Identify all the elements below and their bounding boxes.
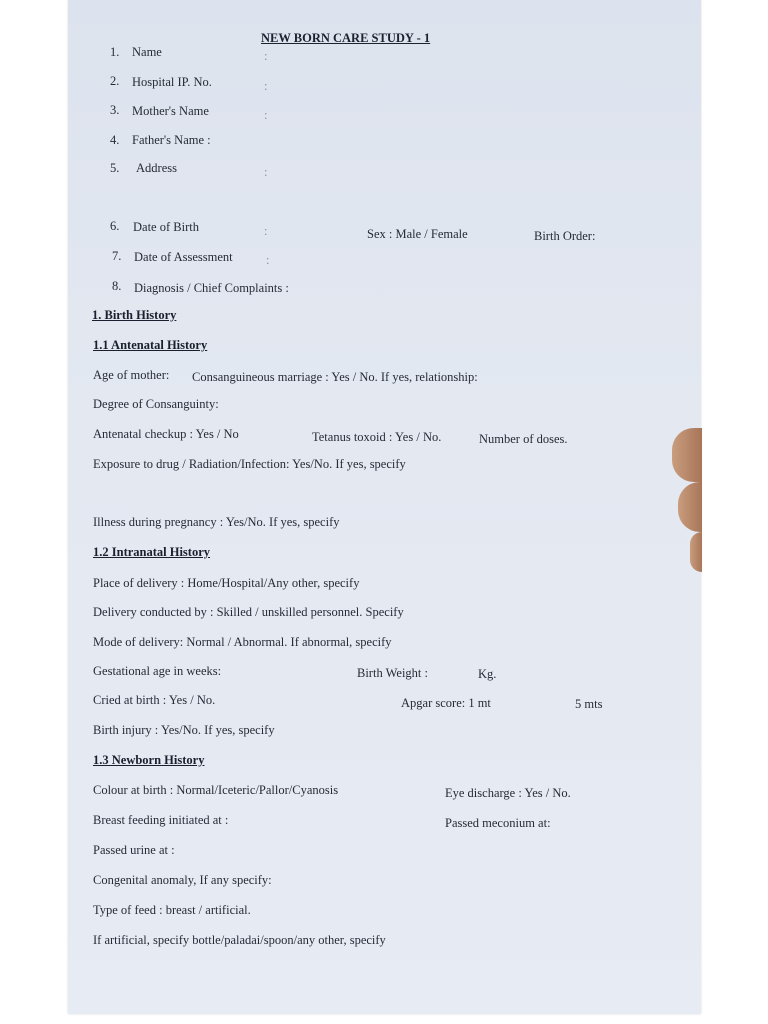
section-heading-birth-history: 1. Birth History xyxy=(92,308,177,322)
label-eye-discharge: Eye discharge : Yes / No. xyxy=(445,786,571,800)
label-passed-urine: Passed urine at : xyxy=(93,843,175,857)
field-label-name: Name xyxy=(132,45,162,59)
label-place-of-delivery: Place of delivery : Home/Hospital/Any other, specify xyxy=(93,576,360,590)
field-number: 6. xyxy=(110,219,120,233)
field-label-hospital-ip: Hospital IP. No. xyxy=(132,75,212,89)
field-number: 1. xyxy=(110,45,120,59)
label-breast-feeding: Breast feeding initiated at : xyxy=(93,813,229,827)
label-exposure: Exposure to drug / Radiation/Infection: Yes/No. If yes, specify xyxy=(93,457,406,471)
field-colon: : xyxy=(264,165,268,179)
field-label-mothers-name: Mother's Name xyxy=(132,104,209,118)
label-age-of-mother: Age of mother: xyxy=(93,368,170,382)
label-mode-of-delivery: Mode of delivery: Normal / Abnormal. If abnormal, specify xyxy=(93,635,392,649)
field-number: 2. xyxy=(110,74,120,88)
label-birth-injury: Birth injury : Yes/No. If yes, specify xyxy=(93,723,275,737)
field-label-sex: Sex : Male / Female xyxy=(367,227,468,241)
label-kg: Kg. xyxy=(478,667,497,681)
label-illness: Illness during pregnancy : Yes/No. If yes, specify xyxy=(93,515,340,529)
field-number: 8. xyxy=(112,279,122,293)
label-delivery-conducted: Delivery conducted by : Skilled / unskilled personnel. Specify xyxy=(93,605,404,619)
field-colon: : xyxy=(264,108,268,122)
section-heading-intranatal: 1.2 Intranatal History xyxy=(93,545,211,559)
field-number: 4. xyxy=(110,133,120,147)
label-cried-at-birth: Cried at birth : Yes / No. xyxy=(93,693,216,707)
label-degree-consanguinity: Degree of Consanguinty: xyxy=(93,397,219,411)
label-congenital-anomaly: Congenital anomaly, If any specify: xyxy=(93,873,272,887)
label-apgar-5-mts: 5 mts xyxy=(575,697,603,711)
label-colour-at-birth: Colour at birth : Normal/Iceteric/Pallor/Cyanosis xyxy=(93,783,339,797)
label-antenatal-checkup: Antenatal checkup : Yes / No xyxy=(93,427,239,441)
label-number-of-doses: Number of doses. xyxy=(479,432,568,446)
field-colon: : xyxy=(264,224,268,238)
field-label-date-of-assessment: Date of Assessment xyxy=(134,250,233,264)
label-tetanus-toxoid: Tetanus toxoid : Yes / No. xyxy=(312,430,442,444)
label-apgar-score: Apgar score: 1 mt xyxy=(401,696,491,710)
field-number: 7. xyxy=(112,249,122,263)
field-number: 5. xyxy=(110,161,120,175)
field-colon: : xyxy=(264,79,268,93)
form-title: NEW BORN CARE STUDY - 1 xyxy=(261,31,431,45)
field-label-diagnosis: Diagnosis / Chief Complaints : xyxy=(134,281,289,295)
label-birth-weight: Birth Weight : xyxy=(357,666,428,680)
field-label-date-of-birth: Date of Birth xyxy=(133,220,199,234)
field-label-birth-order: Birth Order: xyxy=(534,229,596,243)
section-heading-antenatal: 1.1 Antenatal History xyxy=(93,338,208,352)
finger xyxy=(672,428,702,482)
finger xyxy=(690,532,702,572)
label-type-of-feed: Type of feed : breast / artificial. xyxy=(93,903,251,917)
form-page xyxy=(68,0,701,1014)
label-passed-meconium: Passed meconium at: xyxy=(445,816,551,830)
field-label-fathers-name: Father's Name : xyxy=(132,133,211,147)
section-heading-newborn: 1.3 Newborn History xyxy=(93,753,205,767)
field-label-address: Address xyxy=(136,161,177,175)
label-artificial-feed: If artificial, specify bottle/paladai/spoon/any other, specify xyxy=(93,933,386,947)
field-number: 3. xyxy=(110,103,120,117)
label-consanguineous: Consanguineous marriage : Yes / No. If yes, relationship: xyxy=(192,370,478,384)
field-colon: : xyxy=(264,49,268,63)
field-colon: : xyxy=(266,253,270,267)
label-gestational-age: Gestational age in weeks: xyxy=(93,664,222,678)
